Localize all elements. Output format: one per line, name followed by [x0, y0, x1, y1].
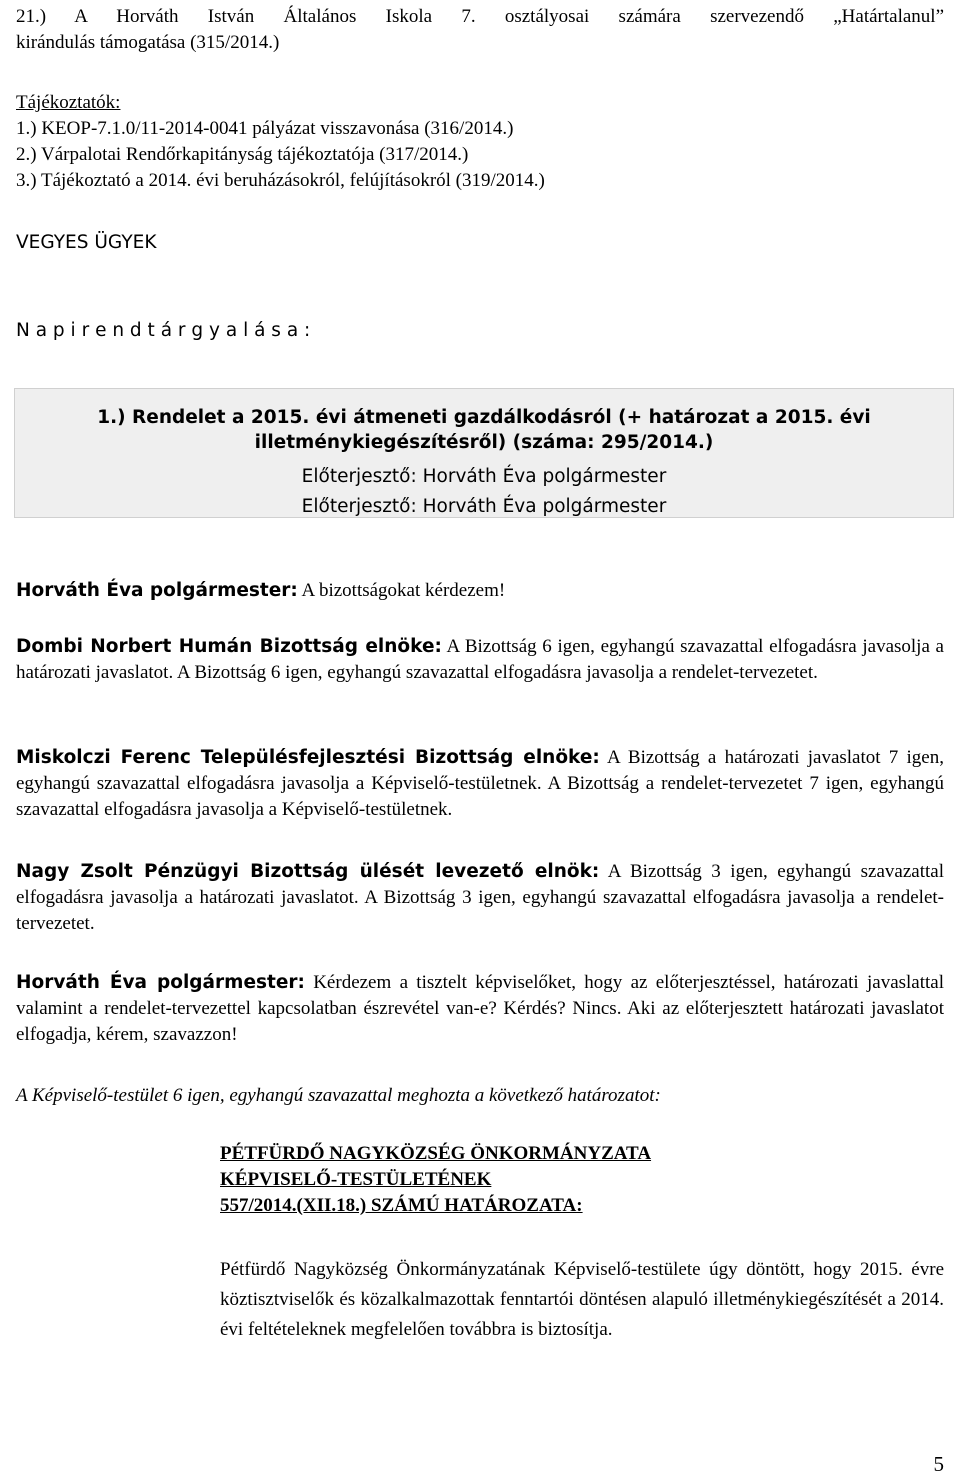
speaker-mayor-2: Horváth Éva polgármester:	[16, 972, 305, 993]
speaker-nagy: Nagy Zsolt Pénzügyi Bizottság ülését levezető elnök:	[16, 861, 600, 882]
info-item-3: 3.) Tájékoztató a 2014. évi beruházásokról, felújításokról (319/2014.)	[16, 170, 545, 191]
agenda-item-21-line2: kirándulás támogatása (315/2014.)	[16, 32, 280, 53]
speaker-miskolczi: Miskolczi Ferenc Településfejlesztési Bizottság elnöke:	[16, 747, 600, 768]
resolution-title-line1: PÉTFÜRDŐ NAGYKÖZSÉG ÖNKORMÁNYZATA	[220, 1143, 652, 1164]
dombi-text: A Bizottság 6 igen, egyhangú szavazattal elfogadásra javasolja a határozati javaslatot. A Bizottság 6 igen, egyhangú szavazattal elfogadásra javasolja a rendelet-tervezetet.	[16, 636, 944, 683]
resolution-title-line2: KÉPVISELŐ-TESTÜLETÉNEK	[220, 1169, 492, 1190]
resolution-title-line3: 557/2014.(XII.18.) SZÁMÚ HATÁROZATA:	[220, 1195, 583, 1216]
agenda-title-line1: 1.) Rendelet a 2015. évi átmeneti gazdálkodásról (+ határozat a 2015. évi	[97, 407, 871, 428]
agenda-item-21	[16, 4, 944, 56]
page-number: 5	[933, 1452, 944, 1476]
misc-heading: VEGYES ÜGYEK	[16, 232, 157, 253]
resolution-body: Pétfürdő Nagyközség Önkormányzatának Képviselő-testülete úgy döntött, hogy 2015. évre köztisztviselők és közalkalmazottak fenntartói döntésen alapuló illetménykiegészítését a 2014. évi feltételeknek megfelelően továbbra is biztosítja.	[220, 1259, 944, 1340]
info-item-2: 2.) Várpalotai Rendőrkapitányság tájékoztatója (317/2014.)	[16, 144, 469, 165]
vote-result: A Képviselő-testület 6 igen, egyhangú szavazattal meghozta a következő határozatot:	[16, 1085, 661, 1106]
mayor-question	[16, 578, 944, 604]
mayor-question-text: A bizottságokat kérdezem!	[297, 580, 506, 601]
resolution-title	[220, 1141, 920, 1219]
speaker-mayor: Horváth Éva polgármester:	[16, 580, 298, 601]
info-item-1: 1.) KEOP-7.1.0/11-2014-0041 pályázat visszavonása (316/2014.)	[16, 118, 514, 139]
speaker-dombi: Dombi Norbert Humán Bizottság elnöke:	[16, 636, 442, 657]
miskolczi-text: A Bizottság a határozati javaslatot 7 igen, egyhangú szavazattal elfogadásra javasolja a Képviselő-testületnek. A Bizottság a rendelet-tervezetet 7 igen, egyhangú szavazattal elfogadásra javasolja a Képviselő-testületnek.	[16, 747, 944, 820]
agenda-item-21-line1: 21.) A Horváth István Általános Iskola 7. osztályosai számára szervezendő „Határtalanul”	[16, 6, 944, 27]
mayor-vote-call	[16, 970, 944, 1048]
info-heading: Tájékoztatók:	[16, 92, 121, 113]
agenda-presenter-1: Előterjesztő: Horváth Éva polgármester	[301, 466, 667, 487]
agenda-heading: N a p i r e n d t á r g y a l á s a :	[16, 320, 311, 341]
agenda-title-line2: illetménykiegészítésről) (száma: 295/2014.)	[254, 432, 714, 453]
agenda-presenter-2: Előterjesztő: Horváth Éva polgármester	[301, 496, 667, 517]
nagy-text: A Bizottság 3 igen, egyhangú szavazattal elfogadásra javasolja a határozati javaslatot. A Bizottság 3 igen, egyhangú szavazattal elfogadásra javasolja a rendelet-tervezetet.	[16, 861, 944, 934]
dombi-statement	[16, 634, 944, 686]
nagy-statement	[16, 859, 944, 937]
agenda-box	[14, 388, 954, 518]
mayor-vote-call-text: Kérdezem a tisztelt képviselőket, hogy az előterjesztéssel, határozati javaslattal valamint a rendelet-tervezettel kapcsolatban észrevétel van-e? Kérdés? Nincs. Aki az előterjesztett határozati javaslatot elfogadja, kérem, szavazzon!	[16, 972, 945, 1045]
miskolczi-statement	[16, 745, 944, 823]
info-section	[16, 90, 944, 194]
